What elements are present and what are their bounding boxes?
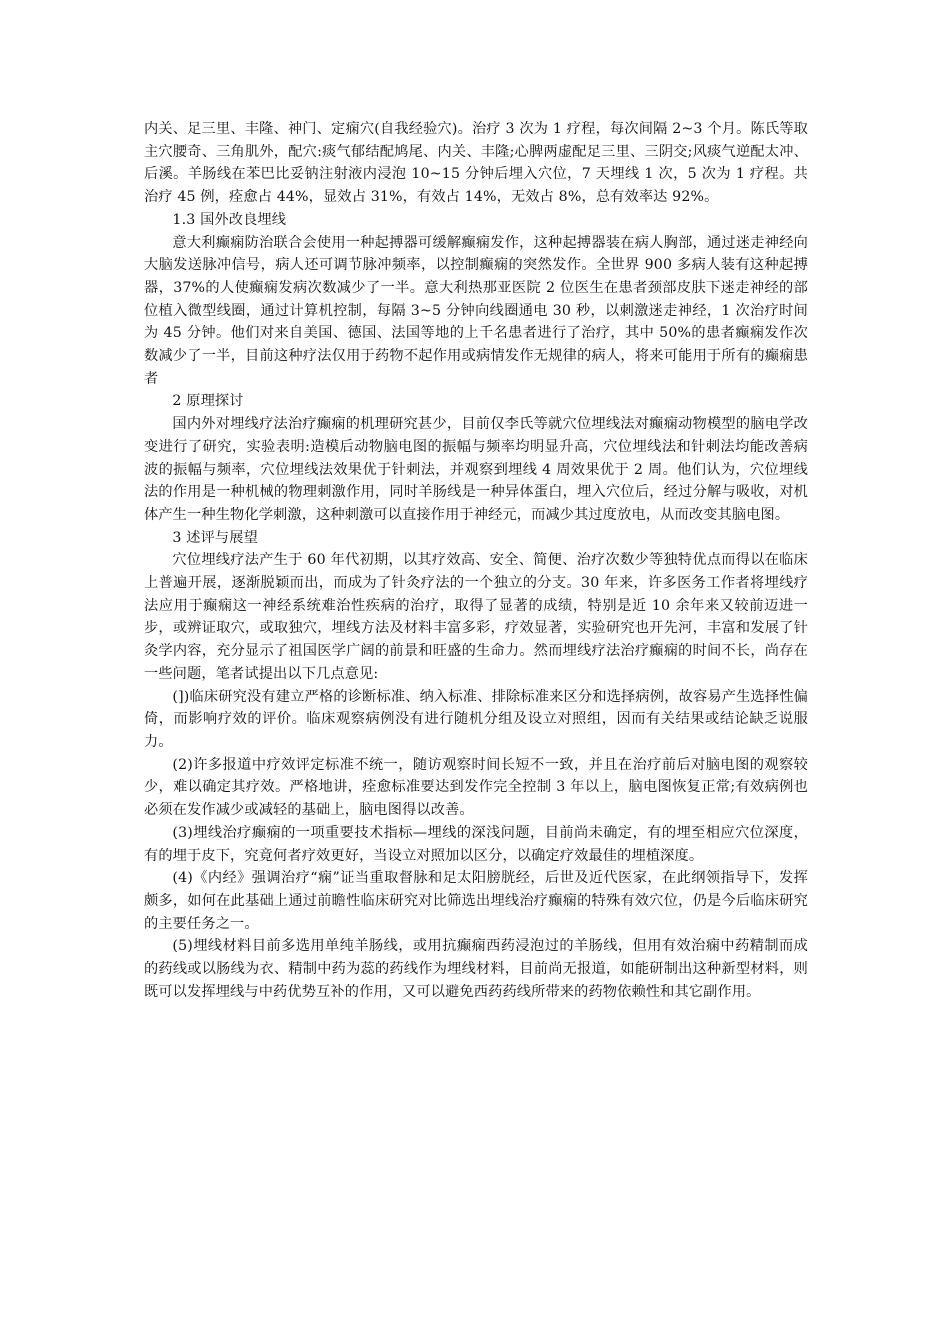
section-heading-1-3: 1.3 国外改良埋线 xyxy=(172,211,287,228)
paragraph-continuation: 内关、足三里、丰隆、神门、定痫穴(自我经验穴)。治疗 3 次为 1 疗程，每次间隔 2~3 个月。陈氏等取主穴腰奇、三角肌外，配穴:痰气郁结配鸠尾、内关、丰隆;心脾两虚配足三里、三阴交;风痰气逆配太冲、后溪。羊肠线在苯巴比妥钠注射液内浸泡 10~15 分钟后埋入穴位，7 天埋线 1 次，5 次为 1 疗程。共治疗 45 例，痊愈占 44%，显效占 31%，有效占 14%，无效占 8%，总有效率达 92%。 xyxy=(144,121,808,206)
paragraph-mechanism: 国内外对埋线疗法治疗癫痫的机理研究甚少，目前仅李氏等就穴位埋线法对癫痫动物模型的脑电学改变进行了研究，实验表明:造模后动物脑电图的振幅与频率均明显升高，穴位埋线法和针刺法均能改善病波的振幅与频率，穴位埋线法效果优于针刺法，并观察到埋线 4 周效果优于 2 周。他们认为，穴位埋线法的作用是一种机械的物理刺激作用，同时羊肠线是一种异体蛋白，埋入穴位后，经过分解与吸收，对机体产生一种生物化学刺激，这种刺激可以直接作用于神经元，而减少其过度放电，从而改变其脑电图。 xyxy=(144,416,808,523)
paragraph-point-3: (3)埋线治疗癫痫的一项重要技术指标—埋线的深浅问题，目前尚未确定，有的埋至相应穴位深度，有的埋于皮下，究竟何者疗效更好，当设立对照加以区分，以确定疗效最佳的埋植深度。 xyxy=(144,824,808,864)
paragraph-italy-pacemaker: 意大利癫痫防治联合会使用一种起搏器可缓解癫痫发作，这种起搏器装在病人胸部，通过迷走神经向大脑发送脉冲信号，病人还可调节脉冲频率，以控制癫痫的突然发作。全世界 900 多病人装有这种起搏器，37%的人使癫痫发病次数减少了一半。意大利热那亚医院 2 位医生在患者颈部皮肤下迷走神经的部位植入微型线圈，通过计算机控制，每隔 3~5 分钟向线圈通电 30 秒，以刺激迷走神经，1 次治疗时间为 45 分钟。他们对来自美国、德国、法国等地的上千名患者进行了治疗，其中 50%的患者癫痫发作次数减少了一半，目前这种疗法仅用于药物不起作用或病情发作无规律的病人，将来可能用于所有的癫痫患者 xyxy=(144,234,808,387)
document-page xyxy=(144,118,808,1003)
paragraph-point-2: (2)许多报道中疗效评定标准不统一，随访观察时间长短不一致，并且在治疗前后对脑电图的观察较少，难以确定其疗效。严格地讲，痊愈标准要达到发作完全控制 3 年以上，脑电图恢复正常;有效病例也必须在发作减少或减轻的基础上，脑电图得以改善。 xyxy=(144,756,808,819)
section-heading-3: 3 述评与展望 xyxy=(172,529,258,546)
paragraph-point-5: (5)埋线材料目前多选用单纯羊肠线，或用抗癫痫西药浸泡过的羊肠线，但用有效治痫中药精制而成的药线或以肠线为衣、精制中药为蕊的药线作为埋线材料，目前尚无报道，如能研制出这种新型材料，则既可以发挥埋线与中药优势互补的作用，又可以避免西药药线所带来的药物依赖性和其它副作用。 xyxy=(144,938,808,1000)
paragraph-point-4: (4)《内经》强调治疗“痫”证当重取督脉和足太阳膀胱经，后世及近代医家，在此纲领指导下，发挥颇多，如何在此基础上通过前瞻性临床研究对比筛选出埋线治疗癫痫的特殊有效穴位，仍是今后临床研究的主要任务之一。 xyxy=(144,870,808,932)
section-heading-2: 2 原理探讨 xyxy=(172,393,244,410)
paragraph-review: 穴位埋线疗法产生于 60 年代初期，以其疗效高、安全、简便、治疗次数少等独特优点而得以在临床上普遍开展，逐渐脱颖而出，而成为了针灸疗法的一个独立的分支。30 年来，许多医务工作者将埋线疗法应用于癫痫这一神经系统难治性疾病的治疗，取得了显著的成绩，特别是近 10 余年来又较前迈进一步，或辨证取穴，或取独穴，埋线方法及材料丰富多彩，疗效显著，实验研究也开先河，丰富和发展了针灸学内容，充分显示了祖国医学广阔的前景和旺盛的生命力。然而埋线疗法治疗癫痫的时间不长，尚存在一些问题，笔者试提出以下几点意见: xyxy=(144,552,808,682)
paragraph-point-1: (])临床研究没有建立严格的诊断标准、纳入标准、排除标准来区分和选择病例，故容易产生选择性偏倚，而影响疗效的评价。临床观察病例没有进行随机分组及设立对照组，因而有关结果或结论缺乏说服力。 xyxy=(144,688,808,750)
